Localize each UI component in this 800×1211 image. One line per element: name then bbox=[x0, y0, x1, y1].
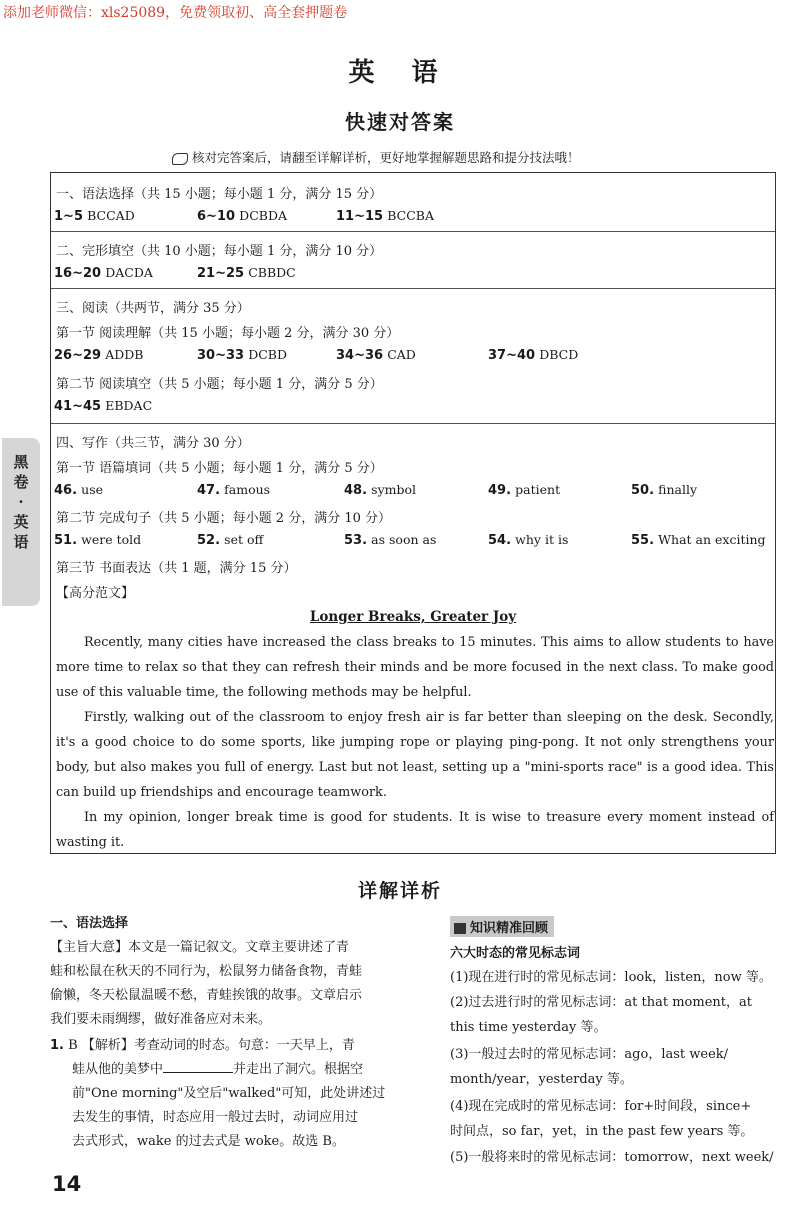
tense-line: (5)一般将来时的常见标志词：tomorrow，next week/ bbox=[450, 1150, 774, 1165]
answer-item: 21~25 CBBDC bbox=[197, 265, 296, 281]
section-reading bbox=[51, 288, 775, 424]
answer-item: 26~29 ADDB bbox=[54, 347, 144, 363]
answer-item: 30~33 DCBD bbox=[197, 347, 288, 363]
answer-item: 51. were told bbox=[54, 532, 142, 548]
model-essay-label: 【高分范文】 bbox=[56, 586, 135, 601]
summary-line: 蛙和松鼠在秋天的不同行为，松鼠努力储备食物，青蛙 bbox=[50, 964, 363, 979]
part-header: 第三节 书面表达（共 1 题，满分 15 分） bbox=[56, 561, 297, 576]
essay-paragraph-3: In my opinion, longer break time is good for students. It is wise to treasure every moment instead of wasting it. bbox=[56, 810, 774, 850]
section-grammar bbox=[51, 173, 775, 232]
answer-item: 50. finally bbox=[631, 482, 698, 498]
answer-item: 1~5 BCCAD bbox=[54, 208, 135, 224]
part-header: 第二节 阅读填空（共 5 小题；每小题 1 分，满分 5 分） bbox=[56, 377, 383, 392]
side-tab bbox=[2, 438, 40, 606]
section-cloze bbox=[51, 231, 775, 289]
section-header: 三、阅读（共两节，满分 35 分） bbox=[56, 301, 250, 316]
question-1-line: 蛙从他的美梦中 并走出了洞穴。根据空 bbox=[72, 1062, 364, 1077]
question-1-line: 去式形式，wake 的过去式是 woke。故选 B。 bbox=[72, 1134, 345, 1149]
tense-line: (1)现在进行时的常见标志词：look，listen，now 等。 bbox=[450, 970, 772, 985]
question-1-line: 前"One morning"及空后"walked"可知，此处讲述过 bbox=[72, 1086, 386, 1101]
question-1: 1. B 【解析】考查动词的时态。句意：一天早上，青 bbox=[50, 1038, 355, 1053]
answer-item: 11~15 BCCBA bbox=[336, 208, 434, 224]
section-header: 一、语法选择（共 15 小题；每小题 1 分，满分 15 分） bbox=[56, 187, 383, 202]
part-header: 第一节 阅读理解（共 15 小题；每小题 2 分，满分 30 分） bbox=[56, 326, 400, 341]
knowledge-badge: 知识精准回顾 bbox=[450, 916, 554, 937]
side-tab-label: 黑卷·英语 bbox=[13, 453, 29, 551]
detail-title: 详解详析 bbox=[357, 880, 442, 902]
answer-item: 53. as soon as bbox=[344, 532, 437, 548]
tense-line: (3)一般过去时的常见标志词：ago，last week/ bbox=[450, 1047, 729, 1062]
tense-line: (4)现在完成时的常见标志词：for+时间段，since+ bbox=[450, 1099, 752, 1114]
answer-box bbox=[50, 172, 776, 854]
subject-title: 英 语 bbox=[348, 58, 452, 88]
answer-item: 54. why it is bbox=[488, 532, 569, 548]
question-1-line: 去发生的事情，时态应用一般过去时，动词应用过 bbox=[72, 1110, 359, 1125]
section-header: 二、完形填空（共 10 小题；每小题 1 分，满分 10 分） bbox=[56, 244, 383, 259]
answer-item: 47. famous bbox=[197, 482, 271, 498]
tense-line: 时间点，so far，yet，in the past few years 等。 bbox=[450, 1124, 754, 1139]
answer-item: 49. patient bbox=[488, 482, 561, 498]
essay-paragraph-2: Firstly, walking out of the classroom to enjoy fresh air is far better than sleeping on the desk. Secondly, it's a good choice to do some sports, like jumping rope or playing ping-pong. It not only strengthens your body, but also makes you full of energy. Last but not least, setting up a "mini-sports race" is a good idea. This can build up friendships and encourage teamwork. bbox=[56, 710, 774, 800]
page-number: 14 bbox=[52, 1172, 82, 1196]
answer-item: 37~40 DBCD bbox=[488, 347, 579, 363]
left-heading: 一、语法选择 bbox=[50, 916, 129, 931]
section-header: 四、写作（共三节，满分 30 分） bbox=[56, 436, 250, 451]
summary-line: 我们要未雨绸缪，做好准备应对未来。 bbox=[50, 1012, 272, 1027]
answer-item: 16~20 DACDA bbox=[54, 265, 153, 281]
answer-item: 48. symbol bbox=[344, 482, 417, 498]
answer-blank bbox=[163, 1060, 233, 1073]
quick-answer-title: 快速对答案 bbox=[345, 110, 455, 134]
part-header: 第一节 语篇填词（共 5 小题；每小题 1 分，满分 5 分） bbox=[56, 461, 383, 476]
summary-line: 【主旨大意】本文是一篇记叙文。文章主要讲述了青 bbox=[50, 940, 350, 955]
summary-line: 偷懒，冬天松鼠温暖不愁，青蛙挨饿的故事。文章启示 bbox=[50, 988, 363, 1003]
answer-item: 52. set off bbox=[197, 532, 264, 548]
part-header: 第二节 完成句子（共 5 小题；每小题 2 分，满分 10 分） bbox=[56, 511, 392, 526]
hint-line bbox=[172, 148, 580, 166]
answer-item: 34~36 CAD bbox=[336, 347, 416, 363]
tense-line: this time yesterday 等。 bbox=[450, 1020, 607, 1035]
answer-item: 6~10 DCBDA bbox=[197, 208, 287, 224]
essay-paragraph-1: Recently, many cities have increased the class breaks to 15 minutes. This aims to allow students to have more time to relax so that they can refresh their minds and be more focused in the next class. To make good use of this valuable time, the following methods may be helpful. bbox=[56, 635, 774, 700]
watermark-text: 添加老师微信：xls25089，免费领取初、高全套押题卷 bbox=[3, 5, 348, 21]
pen-icon bbox=[172, 153, 188, 165]
book-icon bbox=[454, 923, 466, 934]
tense-line: month/year，yesterday 等。 bbox=[450, 1072, 633, 1087]
answer-item: 46. use bbox=[54, 482, 104, 498]
essay-title: Longer Breaks, Greater Joy bbox=[309, 609, 517, 625]
tense-line: (2)过去进行时的常见标志词：at that moment，at bbox=[450, 995, 752, 1010]
answer-item: 55. What an exciting bbox=[631, 532, 766, 548]
right-heading: 六大时态的常见标志词 bbox=[450, 946, 581, 961]
answer-item: 41~45 EBDAC bbox=[54, 398, 153, 414]
hint-text: 核对完答案后，请翻至详解详析，更好地掌握解题思路和提分技法哦！ bbox=[192, 150, 580, 165]
